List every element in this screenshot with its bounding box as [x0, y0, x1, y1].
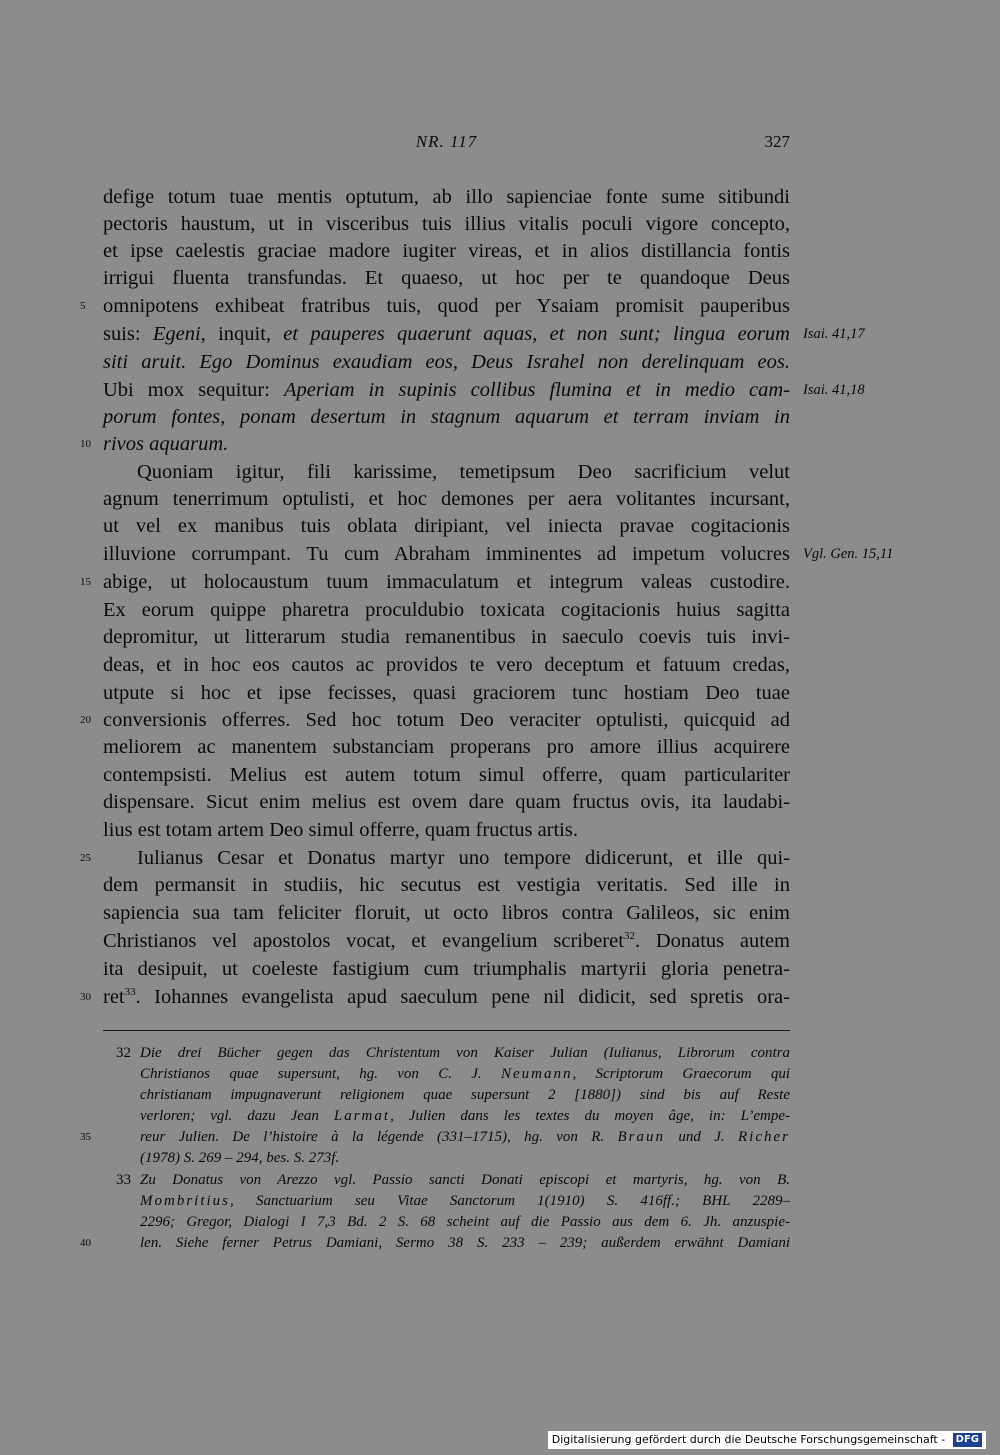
quotation: et pauperes quaerunt aquas, et non sunt; lingua eorum [283, 323, 790, 345]
line-number: 40 [80, 1237, 91, 1249]
line-number: 5 [80, 300, 86, 312]
text-line: deas, et in hoc eos cautos ac providos te vero deceptum et fatuum credas, [103, 654, 790, 676]
text-segment: Ubi mox sequitur: [103, 379, 284, 401]
footnote-line [140, 1191, 790, 1212]
line-number: 30 [80, 991, 91, 1003]
footnote-line: (1978) S. 269 – 294, bes. S. 273f. [140, 1150, 340, 1166]
text-line: rivos aquarum. [103, 433, 229, 455]
author-name: Richer [738, 1129, 790, 1145]
footnote-line [140, 1106, 790, 1127]
line-number: 15 [80, 576, 91, 588]
author-name: Mombritius [140, 1193, 231, 1209]
footnote-segment: , Julien dans les textes du moyen âge, in: L’empe- [390, 1108, 790, 1124]
text-segment: . Iohannes evangelista apud saeculum pene nil didicit, sed spretis ora- [135, 986, 790, 1008]
text-line [103, 983, 790, 1011]
margin-reference: Isai. 41,18 [803, 382, 865, 398]
author-name: Neumann [501, 1066, 573, 1082]
footnote-segment: und J. [665, 1129, 739, 1145]
footnote-number: 32 [116, 1045, 131, 1061]
footnote-ref: 33 [124, 986, 136, 999]
text-segment: inquit, [205, 323, 284, 345]
footnote-line: Die drei Bücher gegen das Christentum von Kaiser Julian (Iulianus, Librorum contra [140, 1045, 790, 1061]
text-line [103, 376, 790, 404]
text-line: abige, ut holocaustum tuum immaculatum et integrum valeas custodire. [103, 571, 790, 593]
footer-text: Digitalisierung gefördert durch die Deutsche Forschungsgemeinschaft - [551, 1433, 946, 1446]
footnote-segment: verloren; vgl. dazu Jean [140, 1108, 334, 1124]
page-number: 327 [764, 132, 790, 151]
footnote-segment: , Sanctuarium seu Vitae Sanctorum 1(1910) S. 416ff.; BHL 2289– [230, 1193, 790, 1209]
footnote-line [140, 1127, 790, 1148]
margin-reference: Isai. 41,17 [803, 326, 865, 342]
footnote-line: 2296; Gregor, Dialogi I 7,3 Bd. 2 S. 68 scheint auf die Passio aus dem 6. Jh. anzuspie- [140, 1214, 790, 1230]
page-header [103, 132, 790, 156]
text-line: omnipotens exhibeat fratribus tuis, quod per Ysaiam promisit pauperibus [103, 295, 790, 317]
text-line: agnum tenerrimum optulisti, et hoc demones per aera volitantes incursant, [103, 488, 790, 510]
text-line: depromitur, ut litterarum studia remanentibus in saeculo coevis tuis invi- [103, 626, 790, 648]
footnote-ref: 32 [623, 930, 635, 943]
text-line: pectoris haustum, ut in visceribus tuis illius vitalis poculi vigore concepto, [103, 213, 790, 235]
text-line: ut vel ex manibus tuis oblata diripiant, vel iniecta pravae cogitacionis [103, 515, 790, 537]
footnote-line [140, 1064, 790, 1085]
line-number: 20 [80, 714, 91, 726]
footnote-segment: , Scriptorum Graecorum qui [572, 1066, 790, 1082]
quotation: Aperiam in supinis collibus flumina et in medio cam- [283, 379, 791, 401]
text-line: Ex eorum quippe pharetra proculdubio toxicata cogitacionis huius sagitta [103, 599, 790, 621]
text-line: dispensare. Sicut enim melius est ovem dare quam fructus ovis, ita laudabi- [103, 791, 790, 813]
footnote-rule [103, 1030, 790, 1031]
line-number: 35 [80, 1131, 91, 1143]
text-line: sapiencia sua tam feliciter floruit, ut octo libros contra Galileos, sic enim [103, 902, 790, 924]
text-line: siti aruit. Ego Dominus exaudiam eos, Deus Israhel non derelinquam eos. [103, 351, 790, 373]
line-number: 25 [80, 852, 91, 864]
text-line [103, 927, 790, 955]
dfg-logo: DFG [953, 1433, 982, 1447]
text-line: et ipse caelestis graciae madore iugiter vireas, et in alios distillancia fontis [103, 240, 790, 262]
text-line: contempsisti. Melius est autem totum simul offerre, quam particulariter [103, 764, 790, 786]
line-number: 10 [80, 438, 91, 450]
text-line: porum fontes, ponam desertum in stagnum aquarum et terram inviam in [103, 406, 790, 428]
text-segment: suis: [103, 323, 153, 345]
text-line: Quoniam igitur, fili karissime, temetipsum Deo sacrificium velut [137, 461, 790, 483]
footnote-number: 33 [116, 1172, 131, 1188]
author-name: Larmat [333, 1108, 391, 1124]
footnote-line: Zu Donatus von Arezzo vgl. Passio sancti Donati episcopi et martyris, hg. von B. [140, 1172, 790, 1188]
digitization-footer [548, 1431, 986, 1449]
running-title: NR. 117 [415, 132, 478, 151]
footnote-segment: reur Julien. De l’histoire à la légende (331–1715), hg. von R. [140, 1129, 618, 1145]
text-line: defige totum tuae mentis optutum, ab illo sapienciae fonte sume sitibundi [103, 186, 790, 208]
text-line: illuvione corrumpant. Tu cum Abraham imminentes ad impetum volucres [103, 543, 790, 565]
footnote-segment: Christianos quae supersunt, hg. von C. J. [140, 1066, 501, 1082]
text-segment: . Donatus autem [634, 930, 790, 952]
text-line: ita desipuit, ut coeleste fastigium cum triumphalis martyrii gloria penetra- [103, 958, 790, 980]
text-segment: Christianos vel apostolos vocat, et evangelium scriberet [103, 930, 624, 952]
footnote-line: len. Siehe ferner Petrus Damiani, Sermo 38 S. 233 – 239; außerdem erwähnt Damiani [140, 1235, 790, 1251]
text-line: conversionis offerres. Sed hoc totum Deo veraciter optulisti, quicquid ad [103, 709, 790, 731]
text-line: lius est totam artem Deo simul offerre, quam fructus artis. [103, 819, 578, 841]
text-line: utpute si hoc et ipse fecisses, quasi graciorem tunc hostiam Deo tuae [103, 682, 790, 704]
text-line: Iulianus Cesar et Donatus martyr uno tempore didicerunt, et ille qui- [137, 847, 790, 869]
text-segment: ret [103, 986, 125, 1008]
text-line [103, 320, 790, 348]
text-line: meliorem ac manentem substanciam properans pro amore illius acquirere [103, 736, 790, 758]
footnote-line: christianam impugnaverunt religionem quae supersunt 2 [1880]) sind bis auf Reste [140, 1087, 790, 1103]
text-line: irrigui fluenta transfundas. Et quaeso, ut hoc per te quandoque Deus [103, 267, 790, 289]
author-name: Braun [617, 1129, 665, 1145]
quotation: Egeni, [152, 323, 206, 345]
margin-reference: Vgl. Gen. 15,11 [803, 546, 894, 562]
text-line: dem permansit in studiis, hic secutus est vestigia veritatis. Sed ille in [103, 874, 790, 896]
